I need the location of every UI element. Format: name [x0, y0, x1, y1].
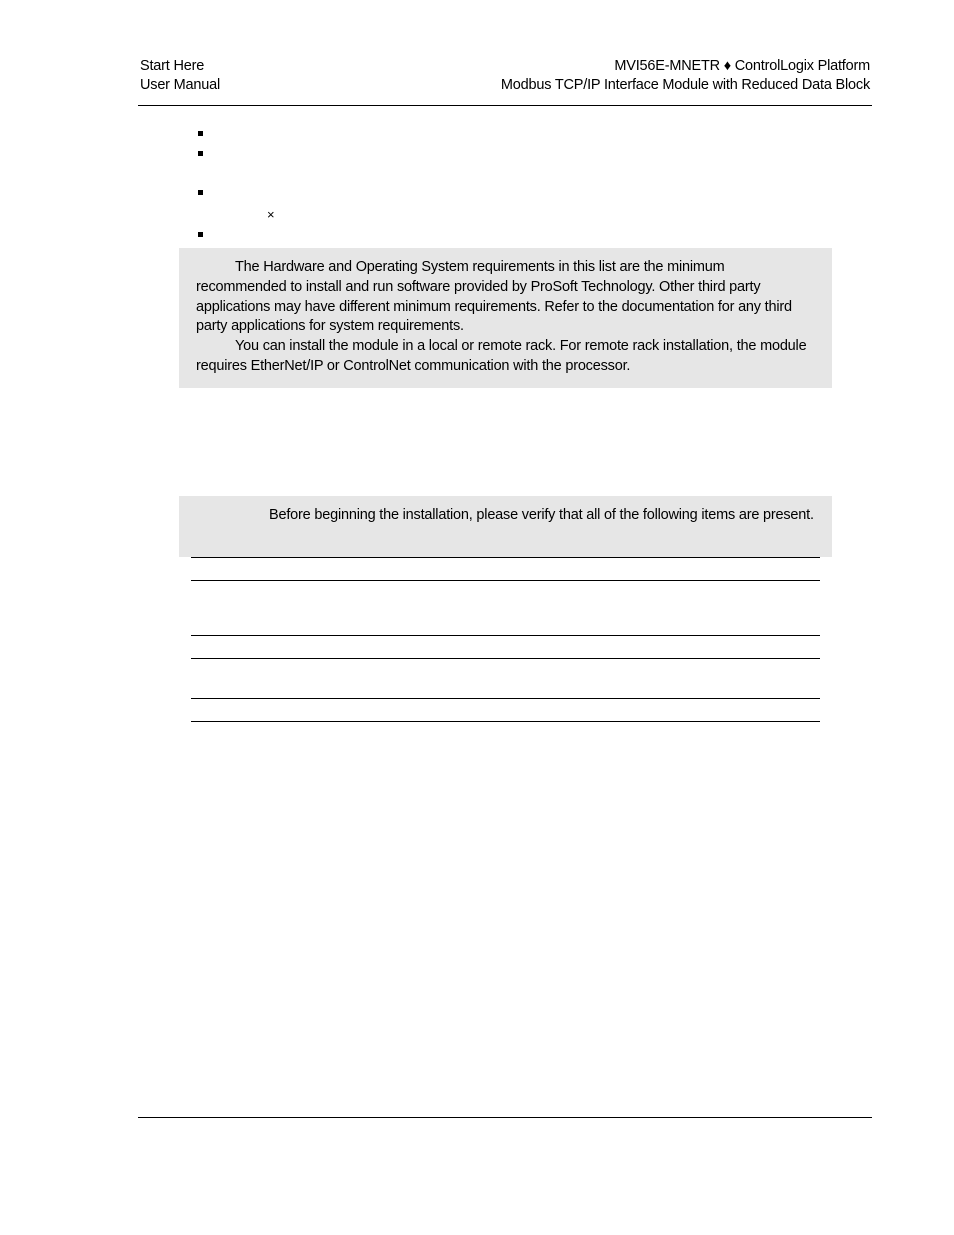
bullet-marker: [198, 232, 203, 237]
header-right: [501, 57, 870, 95]
header-rule: [138, 105, 872, 106]
times-symbol: ×: [267, 207, 275, 222]
table-rule: [191, 698, 820, 699]
header-product-subtitle: Modbus TCP/IP Interface Module with Reduced Data Block: [500, 77, 870, 93]
note-text: Before beginning the installation, please verify that all of the following items are present.: [269, 507, 814, 523]
bullet-marker: [198, 131, 203, 136]
table-rule: [191, 580, 820, 581]
bullet-marker: [198, 151, 203, 156]
table-rule: [191, 658, 820, 659]
note-box-package-contents: [179, 496, 832, 557]
note-box-requirements: [179, 248, 832, 388]
table-rule: [191, 721, 820, 722]
header-user-manual: User Manual: [140, 77, 220, 93]
note-text: You can install the module in a local or remote rack. For remote rack installation, the module requires EtherNet/IP or ControlNet communication with the processor.: [196, 338, 807, 374]
bullet-marker: [198, 190, 203, 195]
table-rule: [191, 635, 820, 636]
footer-rule: [138, 1117, 872, 1118]
table-rule: [191, 557, 820, 558]
note-text: The Hardware and Operating System requirements in this list are the minimum recommended to install and run software provided by ProSoft Technology. Other third party applications may have different minimum requirements. Refer to the documentation for any third party applications for system requirements.: [196, 259, 792, 335]
header-start-here: Start Here: [140, 58, 205, 74]
header-left: [140, 57, 220, 95]
header-product-title: MVI56E-MNETR ♦ ControlLogix Platform: [614, 58, 870, 74]
